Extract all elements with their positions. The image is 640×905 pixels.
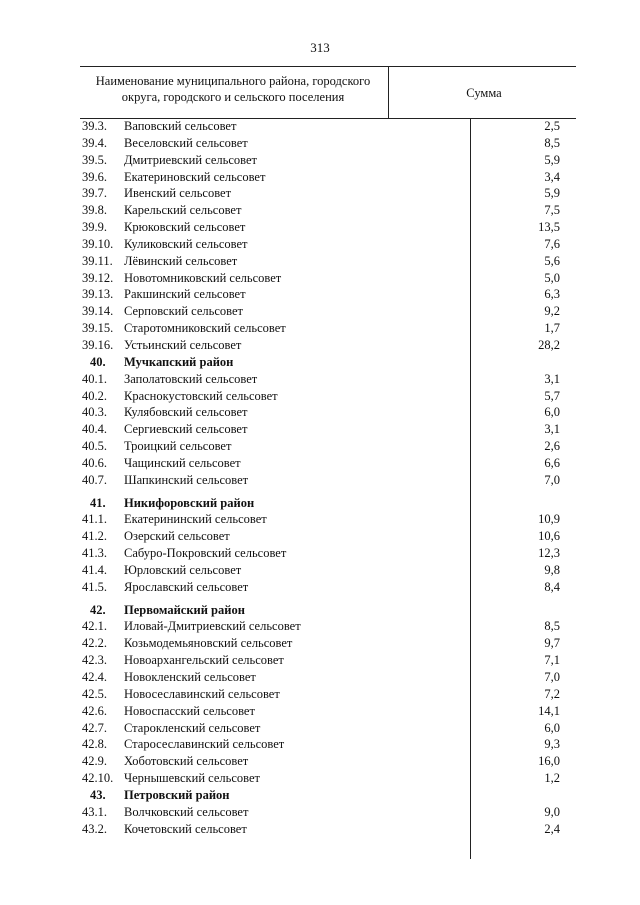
row-name: Карельский сельсовет [124,203,242,218]
row-name: Заполатовский сельсовет [124,371,258,386]
row-name: Шапкинский сельсовет [124,472,249,487]
table-row [82,821,568,838]
row-name: Хоботовский сельсовет [124,754,249,769]
row-name: Новотомниковский сельсовет [124,270,282,285]
row-amount: 7,5 [544,203,560,218]
table-row [82,511,568,528]
header-name-column: Наименование муниципального района, городского округа, городского и сельского поселения [95,74,371,104]
row-number: 41.4. [82,562,107,577]
row-amount: 9,2 [544,304,560,319]
row-number: 40.5. [82,439,107,454]
table-row [82,337,568,354]
row-amount: 6,3 [544,287,560,302]
table-row [82,669,568,686]
row-number: 42.10. [82,771,114,786]
row-amount: 3,4 [544,169,560,184]
row-number: 39.14. [82,304,114,319]
row-amount: 7,2 [544,686,560,701]
row-name: Куликовский сельсовет [124,236,248,251]
row-amount: 8,5 [544,135,560,150]
district-heading-row [82,495,568,512]
table-row [82,652,568,669]
row-number: 40. [90,354,106,369]
table-row [82,118,568,135]
row-number: 39.7. [82,186,107,201]
row-amount: 7,6 [544,236,560,251]
table-row [82,703,568,720]
row-amount: 1,2 [544,771,560,786]
row-number: 40.7. [82,472,107,487]
row-amount: 28,2 [538,337,560,352]
row-number: 42. [90,602,106,617]
row-amount: 6,6 [544,455,560,470]
table-row [82,618,568,635]
row-number: 39.6. [82,169,107,184]
table-row [82,438,568,455]
row-number: 39.13. [82,287,114,302]
table-row [82,472,568,489]
row-amount: 3,1 [544,371,560,386]
row-name: Новосеславинский сельсовет [124,686,280,701]
page-number: 313 [310,40,330,55]
row-name: Крюковский сельсовет [124,220,246,235]
district-heading-row [82,602,568,619]
row-name: Старосеславинский сельсовет [124,737,285,752]
table-body [82,118,568,837]
row-name: Юрловский сельсовет [124,562,242,577]
row-number: 41.1. [82,512,107,527]
row-amount: 2,6 [544,439,560,454]
row-number: 39.12. [82,270,114,285]
row-amount: 7,0 [544,472,560,487]
row-number: 42.7. [82,720,107,735]
row-number: 39.4. [82,135,107,150]
row-number: 39.3. [82,119,107,133]
header-sum-column: Сумма [466,86,502,100]
table-row [82,320,568,337]
row-number: 40.6. [82,455,107,470]
table-row [82,236,568,253]
row-amount: 8,5 [544,619,560,634]
row-number: 42.4. [82,670,107,684]
row-number: 40.4. [82,422,107,437]
row-name: Краснокустовский сельсовет [124,388,278,403]
row-amount: 9,8 [544,562,560,577]
row-number: 42.6. [82,703,107,718]
row-amount: 6,0 [544,405,560,420]
row-amount: 9,7 [544,636,560,651]
row-number: 42.2. [82,636,107,651]
row-amount: 5,7 [544,388,560,403]
row-number: 39.9. [82,220,107,235]
table-row [82,770,568,787]
row-name: Новокленский сельсовет [124,670,256,684]
table-row [82,528,568,545]
table-row [82,303,568,320]
table-row [82,135,568,152]
row-number: 39.15. [82,321,114,336]
row-number: 39.8. [82,203,107,218]
table-top-border [80,66,576,67]
table-row [82,753,568,770]
row-name: Ракшинский сельсовет [124,287,246,302]
row-amount: 9,3 [544,737,560,752]
row-name: Иловай-Дмитриевский сельсовет [124,619,301,634]
table-row [82,736,568,753]
row-number: 39.11. [82,253,113,268]
table-row [82,286,568,303]
row-number: 39.16. [82,337,114,352]
row-name: Старотомниковский сельсовет [124,321,286,336]
table-row [82,169,568,186]
row-amount: 5,9 [544,152,560,167]
row-name: Чернышевский сельсовет [124,771,260,786]
row-number: 39.5. [82,152,107,167]
table-row [82,686,568,703]
row-name: Чащинский сельсовет [124,455,241,470]
row-name: Петровский район [124,787,230,802]
table-row [82,421,568,438]
row-amount: 7,1 [544,653,560,668]
row-name: Старокленский сельсовет [124,720,261,735]
row-name: Сабуро-Покровский сельсовет [124,546,287,561]
row-number: 41.2. [82,529,107,544]
row-amount: 16,0 [538,754,560,769]
row-number: 40.2. [82,388,107,403]
row-amount: 5,6 [544,253,560,268]
row-number: 39.10. [82,236,114,251]
row-number: 42.1. [82,619,107,634]
row-amount: 10,6 [538,529,560,544]
row-name: Ивенский сельсовет [124,186,232,201]
row-name: Ярославский сельсовет [124,579,249,594]
row-name: Ваповский сельсовет [124,119,237,133]
table-row [82,185,568,202]
row-amount: 12,3 [538,546,560,561]
row-amount: 13,5 [538,220,560,235]
row-amount: 3,1 [544,422,560,437]
row-name: Волчковский сельсовет [124,804,249,819]
row-name: Новоспасский сельсовет [124,703,255,718]
row-name: Никифоровский район [124,495,255,510]
column-divider [388,66,389,118]
row-name: Козьмодемьяновский сельсовет [124,636,293,651]
row-name: Серповский сельсовет [124,304,244,319]
row-name: Мучкапский район [124,354,234,369]
row-name: Кулябовский сельсовет [124,405,248,420]
table-row [82,545,568,562]
row-name: Троицкий сельсовет [124,439,232,454]
table-row [82,720,568,737]
row-name: Озерский сельсовет [124,529,230,544]
row-amount: 1,7 [544,321,560,336]
row-name: Устьинский сельсовет [124,337,242,352]
row-amount: 2,5 [544,119,560,133]
district-heading-row [82,787,568,804]
table-row [82,455,568,472]
row-amount: 5,9 [544,186,560,201]
table-row [82,202,568,219]
row-number: 42.5. [82,686,107,701]
row-amount: 9,0 [544,804,560,819]
row-number: 41.3. [82,546,107,561]
table-row [82,562,568,579]
table-row [82,404,568,421]
table-row [82,152,568,169]
row-number: 40.3. [82,405,107,420]
row-number: 41. [90,495,106,510]
table-row [82,371,568,388]
table-row [82,804,568,821]
row-name: Первомайский район [124,602,245,617]
row-amount: 5,0 [544,270,560,285]
row-number: 42.3. [82,653,107,668]
row-number: 43. [90,787,106,802]
row-amount: 8,4 [544,579,560,594]
row-amount: 10,9 [538,512,560,527]
table-row [82,253,568,270]
row-name: Кочетовский сельсовет [124,821,247,836]
row-name: Веселовский сельсовет [124,135,248,150]
row-number: 40.1. [82,371,107,386]
row-name: Новоархангельский сельсовет [124,653,284,668]
row-amount: 7,0 [544,670,560,684]
row-amount: 14,1 [538,703,560,718]
row-number: 41.5. [82,579,107,594]
row-name: Сергиевский сельсовет [124,422,248,437]
table-row [82,388,568,405]
table-row [82,635,568,652]
row-name: Дмитриевский сельсовет [124,152,258,167]
table-row [82,219,568,236]
row-name: Екатериновский сельсовет [124,169,266,184]
row-number: 43.1. [82,804,107,819]
row-number: 42.9. [82,754,107,769]
row-name: Лёвинский сельсовет [124,253,238,268]
row-number: 42.8. [82,737,107,752]
table-row [82,579,568,596]
row-name: Екатерининский сельсовет [124,512,267,527]
row-number: 43.2. [82,821,107,836]
row-amount: 2,4 [544,821,560,836]
district-heading-row [82,354,568,371]
table-row [82,270,568,287]
row-amount: 6,0 [544,720,560,735]
